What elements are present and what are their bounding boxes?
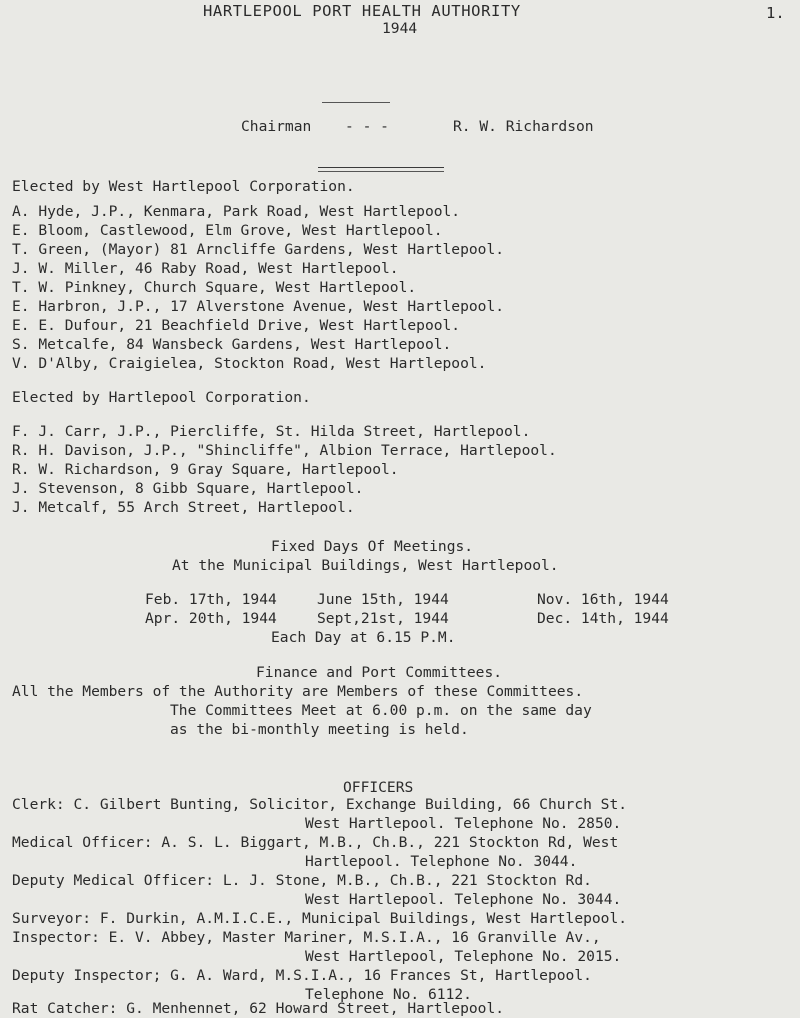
- officer-line: West Hartlepool, Telephone No. 2015.: [305, 948, 622, 965]
- meeting-date: June 15th, 1944: [317, 591, 449, 608]
- document-title: HARTLEPOOL PORT HEALTH AUTHORITY: [203, 2, 521, 20]
- section-divider: [318, 167, 444, 168]
- officer-line: Inspector: E. V. Abbey, Master Mariner, M.S.I.A., 16 Granville Av.,: [12, 929, 601, 946]
- meeting-date: Feb. 17th, 1944: [145, 591, 277, 608]
- document-year: 1944: [382, 20, 418, 37]
- officer-line: Medical Officer: A. S. L. Biggart, M.B., Ch.B., 221 Stockton Rd, West: [12, 834, 619, 851]
- officer-line: West Hartlepool. Telephone No. 2850.: [305, 815, 622, 832]
- officer-line: Hartlepool. Telephone No. 3044.: [305, 853, 578, 870]
- section-divider-lower: [318, 171, 444, 172]
- west-heading: Elected by West Hartlepool Corporation.: [12, 178, 355, 195]
- meeting-date: Nov. 16th, 1944: [537, 591, 669, 608]
- member-hartlepool: F. J. Carr, J.P., Piercliffe, St. Hilda Street, Hartlepool.: [12, 423, 531, 440]
- officer-line: West Hartlepool. Telephone No. 3044.: [305, 891, 622, 908]
- chairman-label: Chairman: [241, 118, 312, 135]
- officer-line: Deputy Inspector; G. A. Ward, M.S.I.A., 16 Frances St, Hartlepool.: [12, 967, 592, 984]
- member-west: E. E. Dufour, 21 Beachfield Drive, West Hartlepool.: [12, 317, 461, 334]
- meetings-location: At the Municipal Buildings, West Hartlepool.: [172, 557, 559, 574]
- chairman-name: R. W. Richardson: [453, 118, 594, 135]
- member-west: S. Metcalfe, 84 Wansbeck Gardens, West Hartlepool.: [12, 336, 452, 353]
- meeting-date: Dec. 14th, 1944: [537, 610, 669, 627]
- officers-heading: OFFICERS: [343, 779, 414, 796]
- member-hartlepool: R. W. Richardson, 9 Gray Square, Hartlepool.: [12, 461, 399, 478]
- meeting-date: Apr. 20th, 1944: [145, 610, 277, 627]
- member-hartlepool: J. Stevenson, 8 Gibb Square, Hartlepool.: [12, 480, 364, 497]
- member-hartlepool: R. H. Davison, J.P., "Shincliffe", Albion Terrace, Hartlepool.: [12, 442, 557, 459]
- member-west: E. Bloom, Castlewood, Elm Grove, West Hartlepool.: [12, 222, 443, 239]
- officer-line: Surveyor: F. Durkin, A.M.I.C.E., Municipal Buildings, West Hartlepool.: [12, 910, 628, 927]
- member-west: T. W. Pinkney, Church Square, West Hartlepool.: [12, 279, 417, 296]
- committees-heading: Finance and Port Committees.: [256, 664, 503, 681]
- member-west: A. Hyde, J.P., Kenmara, Park Road, West Hartlepool.: [12, 203, 461, 220]
- meeting-date: Sept,21st, 1944: [317, 610, 449, 627]
- chairman-underline: [322, 102, 390, 103]
- chairman-dashes: - - -: [345, 118, 389, 135]
- member-west: J. W. Miller, 46 Raby Road, West Hartlepool.: [12, 260, 399, 277]
- page-number: 1.: [766, 4, 785, 22]
- officer-line: Deputy Medical Officer: L. J. Stone, M.B., Ch.B., 221 Stockton Rd.: [12, 872, 592, 889]
- officer-line: Telephone No. 6112.: [305, 986, 472, 1003]
- member-west: V. D'Alby, Craigielea, Stockton Road, West Hartlepool.: [12, 355, 487, 372]
- hartlepool-heading: Elected by Hartlepool Corporation.: [12, 389, 311, 406]
- member-west: E. Harbron, J.P., 17 Alverstone Avenue, West Hartlepool.: [12, 298, 505, 315]
- officer-line: Rat Catcher: G. Menhennet, 62 Howard Street, Hartlepool.: [12, 1000, 505, 1017]
- meetings-heading: Fixed Days Of Meetings.: [271, 538, 474, 555]
- committees-line: All the Members of the Authority are Members of these Committees.: [12, 683, 584, 700]
- officer-line: Clerk: C. Gilbert Bunting, Solicitor, Exchange Building, 66 Church St.: [12, 796, 628, 813]
- member-hartlepool: J. Metcalf, 55 Arch Street, Hartlepool.: [12, 499, 355, 516]
- committees-line: The Committees Meet at 6.00 p.m. on the same day: [170, 702, 592, 719]
- committees-line: as the bi-monthly meeting is held.: [170, 721, 469, 738]
- meetings-time: Each Day at 6.15 P.M.: [271, 629, 456, 646]
- member-west: T. Green, (Mayor) 81 Arncliffe Gardens, West Hartlepool.: [12, 241, 505, 258]
